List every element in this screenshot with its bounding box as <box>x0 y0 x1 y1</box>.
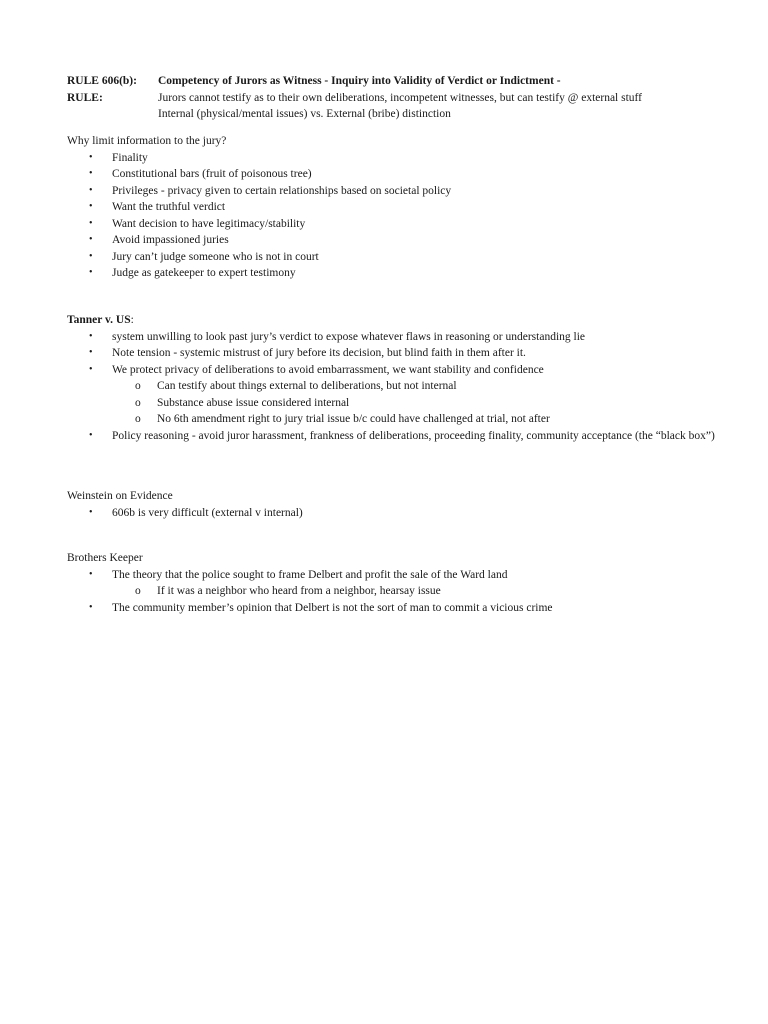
tanner-heading-suffix: : <box>130 314 134 326</box>
bullet-icon: • <box>89 151 93 163</box>
brothers-keeper-heading: Brothers Keeper <box>67 552 143 564</box>
list-item <box>67 232 737 249</box>
sublist-item <box>67 411 737 428</box>
rule-title-row <box>67 73 747 90</box>
list-item <box>67 329 737 346</box>
brothers-keeper-list <box>67 567 737 617</box>
bullet-icon: • <box>89 267 93 278</box>
tanner-heading <box>67 312 737 329</box>
list-item-text: Privileges - privacy given to certain relationships based on societal policy <box>112 184 452 197</box>
sublist-item-text: No 6th amendment right to jury trial issue b/c could have challenged at trial, not after <box>157 413 550 425</box>
list-item-text: We protect privacy of deliberations to avoid embarrassment, we want stability and confidence <box>112 363 544 376</box>
list-item <box>67 183 737 200</box>
list-item-text: Avoid impassioned juries <box>112 234 229 246</box>
list-item <box>67 567 737 600</box>
sublist-item-text: Substance abuse issue considered internal <box>157 396 350 409</box>
weinstein-heading: Weinstein on Evidence <box>67 490 173 502</box>
list-item <box>67 362 737 428</box>
tanner-sublist <box>112 378 737 428</box>
bullet-icon: • <box>89 363 93 375</box>
bullet-icon: • <box>89 168 93 179</box>
bullet-icon: • <box>89 217 93 229</box>
sublist-item <box>67 583 737 600</box>
list-item <box>67 265 737 282</box>
list-item-text: Note tension - systemic mistrust of jury before its decision, but blind faith in them after it. <box>112 347 526 359</box>
rule-header <box>67 73 747 123</box>
rule-definition-row <box>67 90 747 123</box>
bullet-icon: • <box>89 429 93 441</box>
bullet-icon: • <box>89 330 93 342</box>
weinstein-list <box>67 505 737 522</box>
sublist-item <box>67 378 737 395</box>
sublist-item-text: Can testify about things external to deliberations, but not internal <box>157 380 457 392</box>
weinstein-section <box>67 488 737 521</box>
list-item-text: Finality <box>112 151 148 164</box>
bullet-icon: o <box>135 413 141 425</box>
rule-definition-text <box>158 90 642 123</box>
list-item-text: Jury can’t judge someone who is not in court <box>112 250 319 263</box>
bullet-icon: • <box>89 568 93 580</box>
list-item <box>67 249 737 266</box>
list-item-text: The theory that the police sought to frame Delbert and profit the sale of the Ward land <box>112 568 508 581</box>
list-item-text: Policy reasoning - avoid juror harassment, frankness of deliberations, proceeding finality, community acceptance (the “black box”) <box>112 429 715 442</box>
list-item <box>67 428 737 445</box>
rule-definition-line-2: Internal (physical/mental issues) vs. External (bribe) distinction <box>158 108 451 120</box>
list-item <box>67 199 737 216</box>
list-item <box>67 345 737 362</box>
rule-title: Competency of Jurors as Witness - Inquiry into Validity of Verdict or Indictment - <box>158 75 561 87</box>
brothers-keeper-sublist <box>112 583 737 600</box>
list-item <box>67 150 737 167</box>
brothers-keeper-section <box>67 550 737 616</box>
list-item-text: Want decision to have legitimacy/stability <box>112 217 306 230</box>
tanner-section <box>67 312 737 444</box>
list-item <box>67 600 737 617</box>
bullet-icon: • <box>89 201 93 212</box>
list-item-text: Want the truthful verdict <box>112 201 226 213</box>
bullet-icon: o <box>135 396 141 409</box>
rule-label: RULE 606(b): <box>67 75 137 87</box>
rule-definition-label: RULE: <box>67 91 103 104</box>
list-item <box>67 166 737 183</box>
list-item-text: Judge as gatekeeper to expert testimony <box>112 267 296 279</box>
bullet-icon: o <box>135 380 141 392</box>
why-limit-section <box>67 133 737 282</box>
tanner-case-name: Tanner v. US <box>67 314 131 326</box>
tanner-list <box>67 329 737 445</box>
bullet-icon: • <box>89 506 93 518</box>
list-item-text: Constitutional bars (fruit of poisonous tree) <box>112 168 312 180</box>
sublist-item-text: If it was a neighbor who heard from a neighbor, hearsay issue <box>157 585 441 597</box>
list-item-text: 606b is very difficult (external v internal) <box>112 506 303 519</box>
list-item <box>67 216 737 233</box>
bullet-icon: o <box>135 585 141 597</box>
why-limit-list <box>67 150 737 282</box>
bullet-icon: • <box>89 234 93 245</box>
list-item-text: The community member’s opinion that Delbert is not the sort of man to commit a vicious crime <box>112 601 553 614</box>
bullet-icon: • <box>89 250 93 262</box>
bullet-icon: • <box>89 347 93 358</box>
list-item <box>67 505 737 522</box>
bullet-icon: • <box>89 184 93 196</box>
why-limit-heading: Why limit information to the jury? <box>67 135 227 147</box>
rule-definition-line-1: Jurors cannot testify as to their own deliberations, incompetent witnesses, but can testify @ external stuff <box>158 91 642 104</box>
sublist-item <box>67 395 737 412</box>
list-item-text: system unwilling to look past jury’s verdict to expose whatever flaws in reasoning or understanding lie <box>112 330 586 343</box>
bullet-icon: • <box>89 601 93 613</box>
